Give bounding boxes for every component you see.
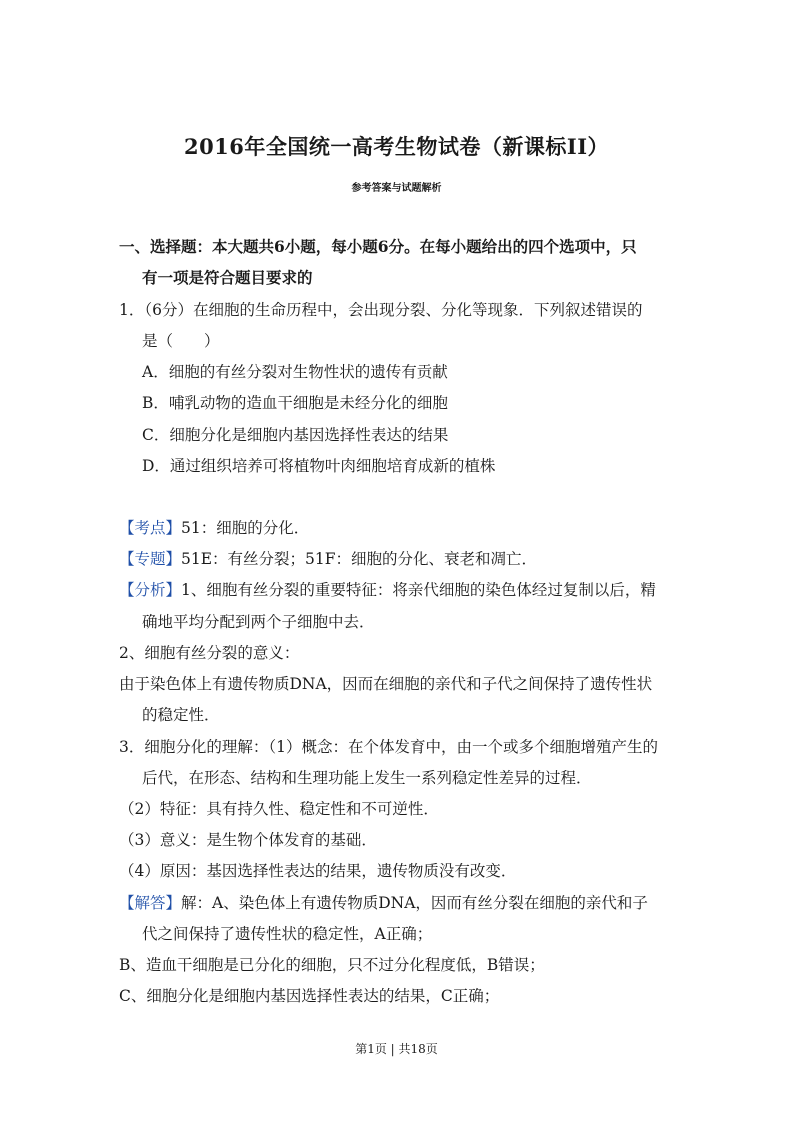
section-heading-line1: 一、选择题：本大题共6小题，每小题6分。在每小题给出的四个选项中，只: [119, 237, 637, 256]
point3-line4: （3）意义：是生物个体发育的基础．: [119, 831, 377, 849]
page-title: 2016年全国统一高考生物试卷（新课标II）: [183, 134, 610, 159]
point3-line3: （2）特征：具有持久性、稳定性和不可逆性．: [119, 800, 439, 818]
question-stem-line1: 1．（6分）在细胞的生命历程中，会出现分裂、分化等现象．下列叙述错误的: [119, 301, 643, 319]
page-footer: 第1页 | 共18页: [355, 1042, 438, 1056]
question-stem-line2: 是（ ）: [142, 332, 220, 350]
kaodian-tag: 【考点】: [119, 519, 182, 537]
point3-line2: 后代，在形态、结构和生理功能上发生一系列稳定性差异的过程．: [142, 769, 592, 787]
zhuanti-line: [119, 549, 537, 569]
kaodian-line: [119, 518, 309, 538]
jieda-line4: C、细胞分化是细胞内基因选择性表达的结果，C正确；: [119, 987, 500, 1005]
jieda-tag: 【解答】: [119, 894, 182, 912]
option-a: A．细胞的有丝分裂对生物性状的遗传有贡献: [142, 363, 448, 381]
point3-line1: 3．细胞分化的理解：（1）概念：在个体发育中，由一个或多个细胞增殖产生的: [119, 738, 658, 756]
point2-line1: 2、细胞有丝分裂的意义：: [119, 644, 300, 662]
option-d: D．通过组织培养可将植物叶肉细胞培育成新的植株: [142, 457, 496, 475]
page-subtitle: 参考答案与试题解析: [351, 183, 442, 194]
option-c: C．细胞分化是细胞内基因选择性表达的结果: [142, 426, 449, 444]
section-heading-line2: 有一项是符合题目要求的: [142, 268, 313, 287]
point2-line3: 的稳定性．: [142, 706, 220, 724]
fenxi-text-1: 1、细胞有丝分裂的重要特征：将亲代细胞的染色体经过复制以后，精: [181, 581, 656, 599]
jieda-line3: B、造血干细胞是已分化的细胞，只不过分化程度低，B错误；: [119, 956, 545, 974]
fenxi-tag: 【分析】: [119, 581, 182, 599]
point2-line2: 由于染色体上有遗传物质DNA，因而在细胞的亲代和子代之间保持了遗传性状: [119, 675, 653, 693]
option-b: B．哺乳动物的造血干细胞是未经分化的细胞: [142, 394, 448, 412]
fenxi-line2: 确地平均分配到两个子细胞中去．: [142, 613, 375, 631]
jieda-line1: [119, 893, 648, 913]
kaodian-text: 51：细胞的分化．: [181, 519, 310, 537]
jieda-line2: 代之间保持了遗传性状的稳定性，A正确；: [142, 925, 433, 943]
zhuanti-tag: 【专题】: [119, 550, 182, 568]
point3-line5: （4）原因：基因选择性表达的结果，遗传物质没有改变．: [119, 862, 517, 880]
fenxi-line1: [119, 580, 656, 600]
jieda-text-1: 解：A、染色体上有遗传物质DNA，因而有丝分裂在细胞的亲代和子: [181, 894, 648, 912]
zhuanti-text: 51E：有丝分裂；51F：细胞的分化、衰老和凋亡．: [181, 550, 538, 568]
